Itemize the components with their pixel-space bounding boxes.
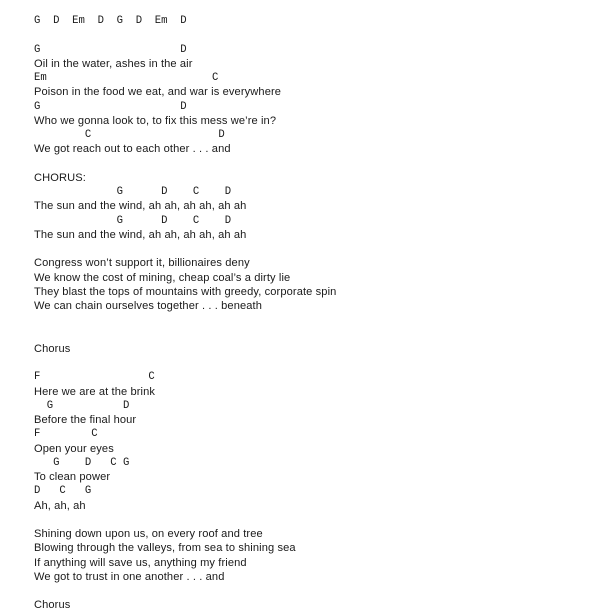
chord-line: G D C G	[34, 456, 130, 469]
lyric-line: We got reach out to each other . . . and	[34, 143, 231, 156]
chord-line: G D	[34, 100, 187, 113]
lyric-line: Poison in the food we eat, and war is everywhere	[34, 86, 282, 99]
lyric-line: To clean power	[34, 471, 111, 483]
chord-line: G D C D	[34, 186, 232, 198]
chord-sheet-body	[34, 14, 574, 613]
blank-line	[34, 242, 574, 256]
section-label: Chorus	[34, 342, 71, 355]
chord-line: F C	[34, 428, 98, 441]
blank-line	[34, 28, 574, 42]
blank-line	[34, 584, 574, 598]
blank-line	[34, 328, 574, 342]
lyric-line: Before the final hour	[34, 414, 137, 426]
lyric-line: We can chain ourselves together . . . beneath	[34, 300, 263, 312]
lyric-line: We got to trust in one another . . . and	[34, 570, 225, 583]
lyric-line: They blast the tops of mountains with greedy, corporate spin	[34, 285, 337, 298]
chord-line: G D Em D G D Em D	[34, 15, 187, 27]
blank-line	[34, 513, 574, 527]
lyric-line: Oil in the water, ashes in the air	[34, 57, 193, 70]
lyric-line: We know the cost of mining, cheap coal’s a dirty lie	[34, 271, 291, 284]
lyric-line: The sun and the wind, ah ah, ah ah, ah ah	[34, 228, 247, 241]
blank-line	[34, 356, 574, 370]
section-label: CHORUS:	[34, 171, 86, 184]
chord-line: G D	[34, 43, 187, 56]
lyric-line: Congress won’t support it, billionaires deny	[34, 257, 250, 270]
lyric-line: Blowing through the valleys, from sea to shining sea	[34, 542, 296, 555]
chord-line: C D	[34, 129, 225, 141]
blank-line	[34, 313, 574, 327]
lyric-line: If anything will save us, anything my friend	[34, 556, 247, 569]
chord-line: Em C	[34, 72, 219, 84]
chord-line: G D C D	[34, 214, 232, 227]
lyric-line: Here we are at the brink	[34, 385, 156, 398]
lyric-line: Ah, ah, ah	[34, 499, 86, 512]
lyric-line: Shining down upon us, on every roof and tree	[34, 528, 263, 540]
section-label: Chorus	[34, 599, 71, 612]
chord-line: D C G	[34, 485, 92, 498]
blank-line	[34, 157, 574, 171]
chord-line: G D	[34, 399, 130, 412]
chord-line: F C	[34, 371, 155, 384]
lyric-line: Open your eyes	[34, 442, 114, 455]
lyric-line: Who we gonna look to, to fix this mess we’re in?	[34, 114, 277, 127]
lyric-line: The sun and the wind, ah ah, ah ah, ah ah	[34, 200, 247, 213]
